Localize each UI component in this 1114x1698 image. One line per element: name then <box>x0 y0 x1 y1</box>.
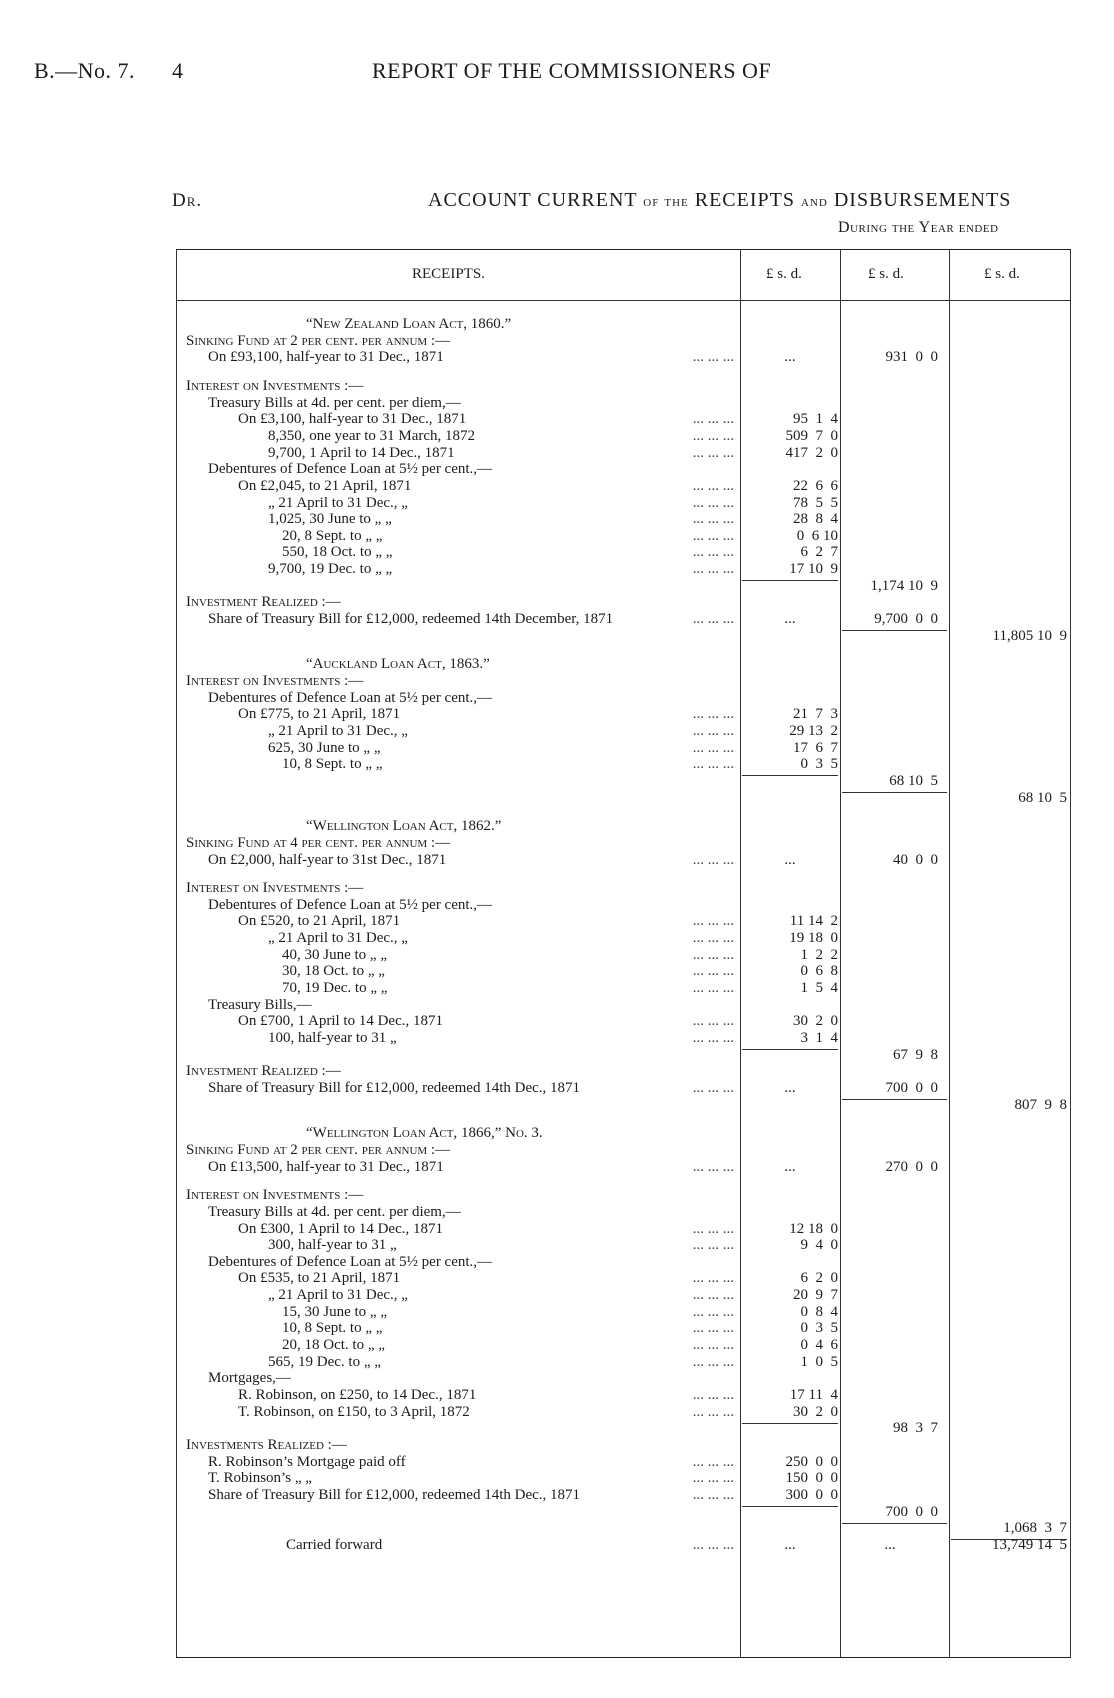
row-label: Treasury Bills at 4d. per cent. per diem,— <box>208 1203 461 1220</box>
subsection-heading <box>176 1142 1071 1159</box>
row-label: R. Robinson, on £250, to 14 Dec., 1871 <box>238 1387 477 1403</box>
row-label: Debentures of Defence Loan at 5½ per cent.,— <box>208 1253 493 1270</box>
amount-c1: 30 2 0 <box>793 1403 838 1420</box>
row-label: Treasury Bills at 4d. per cent. per diem,— <box>208 394 461 411</box>
dot-leader: ... ... ... <box>692 1270 734 1287</box>
amount-c1: 22 6 6 <box>793 477 838 494</box>
amount-c2: 9,700 0 0 <box>874 611 938 628</box>
row-label: “Wellington Loan Act, 1862.” <box>306 818 502 835</box>
ledger-row <box>176 740 1071 757</box>
page-number: 4 <box>172 58 184 83</box>
ledger-row <box>176 578 1071 595</box>
dot-leader: ... ... ... <box>692 444 734 461</box>
account-title-a: ACCOUNT CURRENT <box>428 189 638 211</box>
account-side-label: Dr. <box>172 190 203 211</box>
ledger-row <box>176 1204 1071 1221</box>
subsection-heading <box>176 835 1071 852</box>
amount-c2: ... <box>884 1536 896 1553</box>
ledger-row <box>176 1304 1071 1321</box>
dot-leader: ... ... ... <box>692 1353 734 1370</box>
dot-leader: ... ... ... <box>692 527 734 544</box>
ledger-row <box>176 1387 1071 1404</box>
dot-leader: ... ... ... <box>692 1030 734 1046</box>
amount-c2: 98 3 7 <box>893 1420 938 1437</box>
row-label: 20, 8 Sept. to „ „ <box>282 527 383 544</box>
subsection-heading <box>176 333 1071 350</box>
amount-c2: 700 0 0 <box>885 1079 938 1096</box>
ledger-row <box>176 947 1071 964</box>
ledger-row <box>176 1097 1071 1114</box>
row-label: 550, 18 Oct. to „ „ <box>282 544 393 561</box>
ledger-row <box>176 1320 1071 1337</box>
dot-leader: ... ... ... <box>692 963 734 980</box>
row-label: Sinking Fund at 2 per cent. per annum :— <box>186 332 451 349</box>
row-label: „ 21 April to 31 Dec., „ <box>268 722 408 739</box>
row-label: Investment Realized :— <box>186 1063 341 1080</box>
row-label: „ 21 April to 31 Dec., „ <box>268 930 408 947</box>
row-label: 15, 30 June to „ „ <box>282 1303 387 1320</box>
ledger-row <box>176 428 1071 445</box>
ledger-row <box>176 1254 1071 1271</box>
row-label: On £3,100, half-year to 31 Dec., 1871 <box>238 411 467 428</box>
dot-leader: ... ... ... <box>692 1013 734 1030</box>
amount-c3: 11,805 10 9 <box>992 627 1067 644</box>
row-label: Interest on Investments :— <box>186 1187 364 1204</box>
ledger-row <box>176 913 1071 930</box>
ledger-row <box>176 1404 1071 1421</box>
row-label: R. Robinson’s Mortgage paid off <box>208 1453 406 1470</box>
amount-c1: 78 5 5 <box>793 494 838 511</box>
amount-c1: 0 6 8 <box>800 963 838 980</box>
dot-leader: ... ... ... <box>692 722 734 739</box>
dot-leader: ... ... ... <box>692 1486 734 1503</box>
subsection-heading <box>176 1063 1071 1080</box>
amount-c3: 1,068 3 7 <box>1003 1520 1067 1537</box>
dot-leader: ... ... ... <box>692 739 734 756</box>
subsection-heading <box>176 1187 1071 1204</box>
subsection-heading <box>176 880 1071 897</box>
amount-c1: 28 8 4 <box>793 511 838 528</box>
amount-c1: ... <box>784 349 796 366</box>
row-label: Sinking Fund at 4 per cent. per annum :— <box>186 834 451 851</box>
section-heading <box>176 1125 1071 1142</box>
amount-c1: 12 18 0 <box>789 1220 838 1237</box>
ledger-row <box>176 528 1071 545</box>
dot-leader: ... ... ... <box>692 930 734 947</box>
amount-c1: 0 8 4 <box>800 1303 838 1320</box>
row-label: 20, 18 Oct. to „ „ <box>282 1337 385 1354</box>
ledger-row <box>176 349 1071 366</box>
subsection-heading <box>176 378 1071 395</box>
ledger-row <box>176 544 1071 561</box>
dot-leader: ... ... ... <box>692 511 734 528</box>
ledger-row <box>176 930 1071 947</box>
ledger-row <box>176 1221 1071 1238</box>
amount-c1: 300 0 0 <box>785 1486 838 1503</box>
row-label: On £13,500, half-year to 31 Dec., 1871 <box>208 1158 444 1175</box>
row-label: On £775, to 21 April, 1871 <box>238 706 401 723</box>
ledger-row <box>176 773 1071 790</box>
row-label: „ 21 April to 31 Dec., „ <box>268 494 408 511</box>
dot-leader: ... ... ... <box>692 1320 734 1337</box>
row-label: 1,025, 30 June to „ „ <box>268 511 392 528</box>
running-header-ref: B.—No. 7. <box>34 58 136 83</box>
amount-c1: 17 10 9 <box>789 561 838 578</box>
row-label: T. Robinson’s „ „ <box>208 1470 312 1487</box>
ledger-row <box>176 445 1071 462</box>
ledger-row <box>176 1504 1071 1521</box>
amount-c1: ... <box>784 851 796 868</box>
row-label: 10, 8 Sept. to „ „ <box>282 756 383 773</box>
ledger-row <box>176 1287 1071 1304</box>
receipts-column-header: RECEIPTS. <box>412 266 485 282</box>
amount-c2: 1,174 10 9 <box>870 577 938 594</box>
amount-c1: 417 2 0 <box>785 444 838 461</box>
receipts-table <box>176 249 1071 1658</box>
carried-forward-row <box>176 1537 1071 1554</box>
dot-leader: ... ... ... <box>692 1337 734 1354</box>
amount-c1: ... <box>784 611 796 628</box>
ledger-row <box>176 756 1071 773</box>
row-label: “Auckland Loan Act, 1863.” <box>306 656 490 673</box>
row-label: On £2,045, to 21 April, 1871 <box>238 477 412 494</box>
account-title-b: of the <box>643 193 689 210</box>
amount-c1: 509 7 0 <box>785 427 838 444</box>
dot-leader: ... ... ... <box>692 913 734 930</box>
ledger-row <box>176 1030 1071 1047</box>
dot-leader: ... ... ... <box>692 494 734 511</box>
row-label: Debentures of Defence Loan at 5½ per cent.,— <box>208 689 493 706</box>
dot-leader: ... ... ... <box>692 1536 734 1553</box>
amount-c1: 150 0 0 <box>785 1470 838 1487</box>
row-label: Share of Treasury Bill for £12,000, redeemed 14th Dec., 1871 <box>208 1079 581 1096</box>
amount-c2: 67 9 8 <box>893 1046 938 1063</box>
section-heading <box>176 818 1071 835</box>
subsection-heading <box>176 594 1071 611</box>
amount-c1: 0 6 10 <box>796 527 838 544</box>
amount-c1: 1 5 4 <box>800 980 838 997</box>
amount-c1: 0 3 5 <box>800 756 838 773</box>
row-label: Share of Treasury Bill for £12,000, redeemed 14th Dec., 1871 <box>208 1486 581 1503</box>
amount-c3: 13,749 14 5 <box>992 1536 1067 1553</box>
row-label: „ 21 April to 31 Dec., „ <box>268 1287 408 1304</box>
row-label: On £535, to 21 April, 1871 <box>238 1270 401 1287</box>
amount-c1: 17 6 7 <box>793 739 838 756</box>
dot-leader: ... ... ... <box>692 561 734 578</box>
ledger-row <box>176 980 1071 997</box>
row-label: “New Zealand Loan Act, 1860.” <box>306 316 512 332</box>
ledger-row <box>176 395 1071 412</box>
amount-c1: 19 18 0 <box>789 930 838 947</box>
row-label: 9,700, 1 April to 14 Dec., 1871 <box>268 444 455 461</box>
amount-c1: ... <box>784 1536 796 1553</box>
ledger-row <box>176 478 1071 495</box>
amount-c1: 6 2 0 <box>800 1270 838 1287</box>
dot-leader: ... ... ... <box>692 851 734 868</box>
ledger-row <box>176 1354 1071 1371</box>
ledger-row <box>176 1337 1071 1354</box>
dot-leader: ... ... ... <box>692 611 734 628</box>
row-label: On £93,100, half-year to 31 Dec., 1871 <box>208 349 444 366</box>
amount-c1: 17 11 4 <box>789 1387 838 1403</box>
dot-leader: ... ... ... <box>692 544 734 561</box>
dot-leader: ... ... ... <box>692 411 734 428</box>
ledger-row <box>176 1454 1071 1471</box>
account-subtitle: During the Year ended <box>838 219 999 236</box>
ledger-row <box>176 852 1071 869</box>
dot-leader: ... ... ... <box>692 1453 734 1470</box>
row-label: Interest on Investments :— <box>186 673 364 689</box>
ledger-row <box>176 1370 1071 1387</box>
amount-c1: 95 1 4 <box>793 411 838 428</box>
row-label: On £2,000, half-year to 31st Dec., 1871 <box>208 851 447 868</box>
ledger-row <box>176 628 1071 645</box>
row-label: 9,700, 19 Dec. to „ „ <box>268 561 393 578</box>
row-label: Debentures of Defence Loan at 5½ per cent.,— <box>208 896 493 913</box>
row-label: Mortgages,— <box>208 1370 291 1387</box>
column-header-3: £ s. d. <box>984 266 1020 282</box>
row-label: On £300, 1 April to 14 Dec., 1871 <box>238 1220 443 1237</box>
ledger-row <box>176 1487 1071 1504</box>
row-label: 8,350, one year to 31 March, 1872 <box>268 427 476 444</box>
amount-c1: 0 3 5 <box>800 1320 838 1337</box>
row-label: Debentures of Defence Loan at 5½ per cent.,— <box>208 461 493 478</box>
amount-c1: 30 2 0 <box>793 1013 838 1030</box>
ledger-row <box>176 1159 1071 1176</box>
ledger-row <box>176 997 1071 1014</box>
amount-c1: ... <box>784 1158 796 1175</box>
dot-leader: ... ... ... <box>692 1387 734 1403</box>
amount-c1: 1 2 2 <box>800 946 838 963</box>
ledger-row <box>176 1520 1071 1537</box>
dot-leader: ... ... ... <box>692 1287 734 1304</box>
ledger-row <box>176 1237 1071 1254</box>
subsection-heading <box>176 673 1071 690</box>
dot-leader: ... ... ... <box>692 1079 734 1096</box>
row-label: Sinking Fund at 2 per cent. per annum :— <box>186 1141 451 1158</box>
section-heading <box>176 316 1071 333</box>
ledger-row <box>176 706 1071 723</box>
amount-c1: 29 13 2 <box>789 722 838 739</box>
ledger-row <box>176 1420 1071 1437</box>
row-label: 565, 19 Dec. to „ „ <box>268 1353 381 1370</box>
ledger-row <box>176 561 1071 578</box>
dot-leader: ... ... ... <box>692 349 734 366</box>
row-label: T. Robinson, on £150, to 3 April, 1872 <box>238 1403 470 1420</box>
row-label: 625, 30 June to „ „ <box>268 739 381 756</box>
ledger-row <box>176 611 1071 628</box>
dot-leader: ... ... ... <box>692 1470 734 1487</box>
amount-c1: ... <box>784 1079 796 1096</box>
ledger-row <box>176 1270 1071 1287</box>
row-label: On £700, 1 April to 14 Dec., 1871 <box>238 1013 443 1030</box>
section-heading <box>176 656 1071 673</box>
ledger-row <box>176 690 1071 707</box>
row-label: “Wellington Loan Act, 1866,” No. 3. <box>306 1125 543 1142</box>
row-label: Share of Treasury Bill for £12,000, redeemed 14th December, 1871 <box>208 611 614 628</box>
row-label: Interest on Investments :— <box>186 880 364 897</box>
ledger-row <box>176 411 1071 428</box>
dot-leader: ... ... ... <box>692 1237 734 1254</box>
amount-c3: 807 9 8 <box>1014 1096 1067 1113</box>
ledger-row <box>176 461 1071 478</box>
row-label: Interest on Investments :— <box>186 377 364 394</box>
ledger-row <box>176 1470 1071 1487</box>
account-title-d: and <box>801 193 828 210</box>
column-header-1: £ s. d. <box>766 266 802 282</box>
amount-c2: 931 0 0 <box>885 349 938 366</box>
ledger-row <box>176 495 1071 512</box>
account-title-e: DISBURSEMENTS <box>833 189 1012 211</box>
dot-leader: ... ... ... <box>692 477 734 494</box>
dot-leader: ... ... ... <box>692 1403 734 1420</box>
row-label: 40, 30 June to „ „ <box>282 946 387 963</box>
amount-c1: 6 2 7 <box>800 544 838 561</box>
amount-c2: 700 0 0 <box>885 1503 938 1520</box>
amount-c1: 11 14 2 <box>789 913 838 930</box>
amount-c1: 1 0 5 <box>800 1353 838 1370</box>
ledger-row <box>176 897 1071 914</box>
dot-leader: ... ... ... <box>692 756 734 773</box>
row-label: Investment Realized :— <box>186 594 341 611</box>
row-label: 100, half-year to 31 „ <box>268 1030 397 1046</box>
row-label: 70, 19 Dec. to „ „ <box>282 980 388 997</box>
row-label: 300, half-year to 31 „ <box>268 1237 397 1254</box>
row-label: Investments Realized :— <box>186 1436 347 1453</box>
amount-c2: 270 0 0 <box>885 1158 938 1175</box>
running-title: REPORT OF THE COMMISSIONERS OF <box>372 58 772 83</box>
row-label: On £520, to 21 April, 1871 <box>238 913 401 930</box>
ledger-row <box>176 511 1071 528</box>
row-label: Carried forward <box>286 1536 383 1553</box>
amount-c1: 3 1 4 <box>800 1030 838 1046</box>
amount-c1: 21 7 3 <box>793 706 838 723</box>
dot-leader: ... ... ... <box>692 1303 734 1320</box>
amount-c1: 250 0 0 <box>785 1453 838 1470</box>
dot-leader: ... ... ... <box>692 1158 734 1175</box>
account-title <box>428 189 1011 212</box>
amount-c1: 9 4 0 <box>800 1237 838 1254</box>
row-label: 10, 8 Sept. to „ „ <box>282 1320 383 1337</box>
ledger-row <box>176 1047 1071 1064</box>
dot-leader: ... ... ... <box>692 706 734 723</box>
dot-leader: ... ... ... <box>692 946 734 963</box>
row-label: 30, 18 Oct. to „ „ <box>282 963 385 980</box>
dot-leader: ... ... ... <box>692 427 734 444</box>
amount-c3: 68 10 5 <box>1018 789 1067 806</box>
ledger-row <box>176 723 1071 740</box>
subsection-heading <box>176 1437 1071 1454</box>
amount-c1: 0 4 6 <box>800 1337 838 1354</box>
amount-c1: 20 9 7 <box>793 1287 838 1304</box>
row-label: Treasury Bills,— <box>208 996 312 1013</box>
column-header-2: £ s. d. <box>868 266 904 282</box>
ledger-row <box>176 1013 1071 1030</box>
account-title-c: RECEIPTS <box>694 189 795 211</box>
dot-leader: ... ... ... <box>692 1220 734 1237</box>
amount-c2: 68 10 5 <box>889 772 938 789</box>
ledger-row <box>176 790 1071 807</box>
ledger-row <box>176 1080 1071 1097</box>
ledger-row <box>176 963 1071 980</box>
amount-c2: 40 0 0 <box>893 851 938 868</box>
dot-leader: ... ... ... <box>692 980 734 997</box>
